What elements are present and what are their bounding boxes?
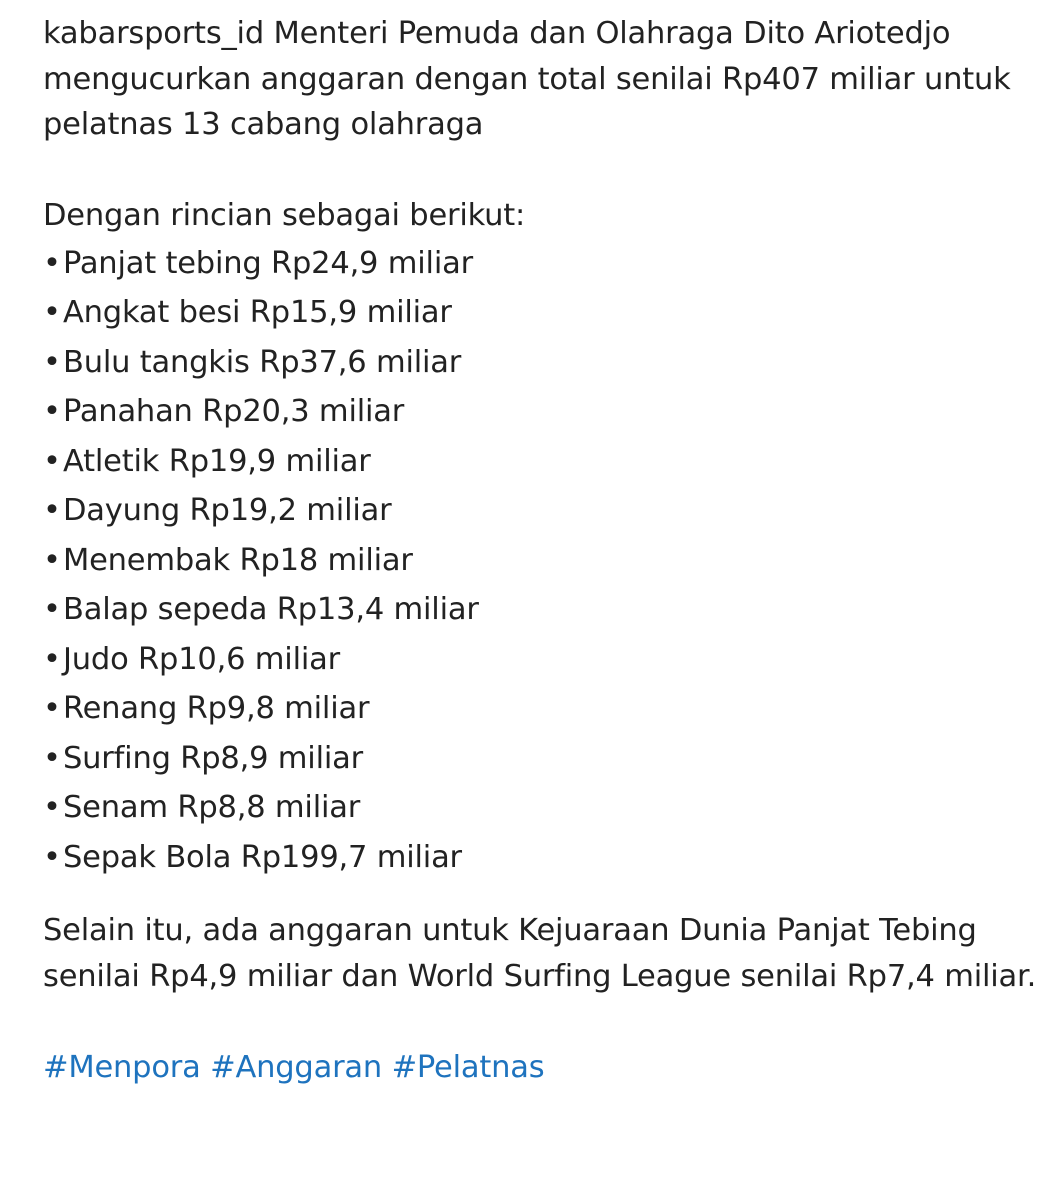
budget-item-text: Panjat tebing Rp24,9 miliar	[63, 245, 473, 281]
budget-list-item	[43, 783, 1043, 833]
budget-item-text: Renang Rp9,8 miliar	[63, 691, 370, 726]
bullet-icon: •	[43, 592, 61, 627]
bullet-icon: •	[43, 295, 61, 330]
budget-list-item	[43, 734, 1043, 784]
extra-budget-paragraph: Selain itu, ada anggaran untuk Kejuaraan Dunia Panjat Tebing senilai Rp4,9 miliar dan World Surfing League senilai Rp7,4 miliar.	[43, 913, 1037, 994]
budget-list-item	[43, 536, 1043, 586]
bullet-icon: •	[43, 839, 61, 875]
breakdown-intro: Dengan rincian sebagai berikut:	[43, 198, 526, 233]
post-username[interactable]: kabarsports_id	[43, 16, 264, 51]
budget-item-text: Sepak Bola Rp199,7 miliar	[63, 839, 462, 875]
bullet-icon: •	[43, 641, 61, 677]
budget-item-text: Menembak Rp18 miliar	[63, 542, 413, 578]
post-caption	[43, 11, 1043, 1090]
hashtag-link[interactable]: #Anggaran	[210, 1049, 383, 1085]
budget-list-item	[43, 585, 1043, 635]
budget-item-text: Panahan Rp20,3 miliar	[63, 394, 405, 429]
budget-list	[43, 239, 1043, 883]
budget-item-text: Atletik Rp19,9 miliar	[63, 443, 371, 479]
bullet-icon: •	[43, 245, 61, 281]
budget-list-item	[43, 437, 1043, 487]
budget-list-item	[43, 387, 1043, 437]
budget-list-item	[43, 288, 1043, 338]
bullet-icon: •	[43, 394, 61, 429]
hashtag-link[interactable]: #Pelatnas	[391, 1049, 545, 1085]
budget-item-text: Bulu tangkis Rp37,6 miliar	[63, 344, 462, 380]
budget-list-item	[43, 486, 1043, 536]
budget-item-text: Angkat besi Rp15,9 miliar	[63, 295, 452, 330]
budget-item-text: Surfing Rp8,9 miliar	[63, 740, 363, 776]
caption-intro-text: Menteri Pemuda dan Olahraga Dito Ariotedjo mengucurkan anggaran dengan total senilai Rp407 miliar untuk pelatnas 13 cabang olahraga	[43, 16, 1011, 142]
hashtag-row	[43, 1045, 1043, 1091]
bullet-icon: •	[43, 691, 61, 726]
budget-list-item	[43, 338, 1043, 388]
paragraph-spacer	[43, 148, 1043, 194]
budget-item-text: Judo Rp10,6 miliar	[63, 641, 340, 677]
bullet-icon: •	[43, 344, 61, 380]
hashtag-link[interactable]: #Menpora	[43, 1049, 201, 1085]
budget-item-text: Balap sepeda Rp13,4 miliar	[63, 592, 479, 627]
bullet-icon: •	[43, 740, 61, 776]
budget-list-item	[43, 833, 1043, 883]
bullet-icon: •	[43, 790, 61, 825]
bullet-icon: •	[43, 542, 61, 578]
budget-list-item	[43, 635, 1043, 685]
budget-list-item	[43, 684, 1043, 734]
budget-list-item	[43, 239, 1043, 289]
caption-intro-paragraph	[43, 11, 1043, 148]
bullet-icon: •	[43, 443, 61, 479]
bullet-icon: •	[43, 493, 61, 528]
budget-item-text: Dayung Rp19,2 miliar	[63, 493, 392, 528]
budget-item-text: Senam Rp8,8 miliar	[63, 790, 361, 825]
